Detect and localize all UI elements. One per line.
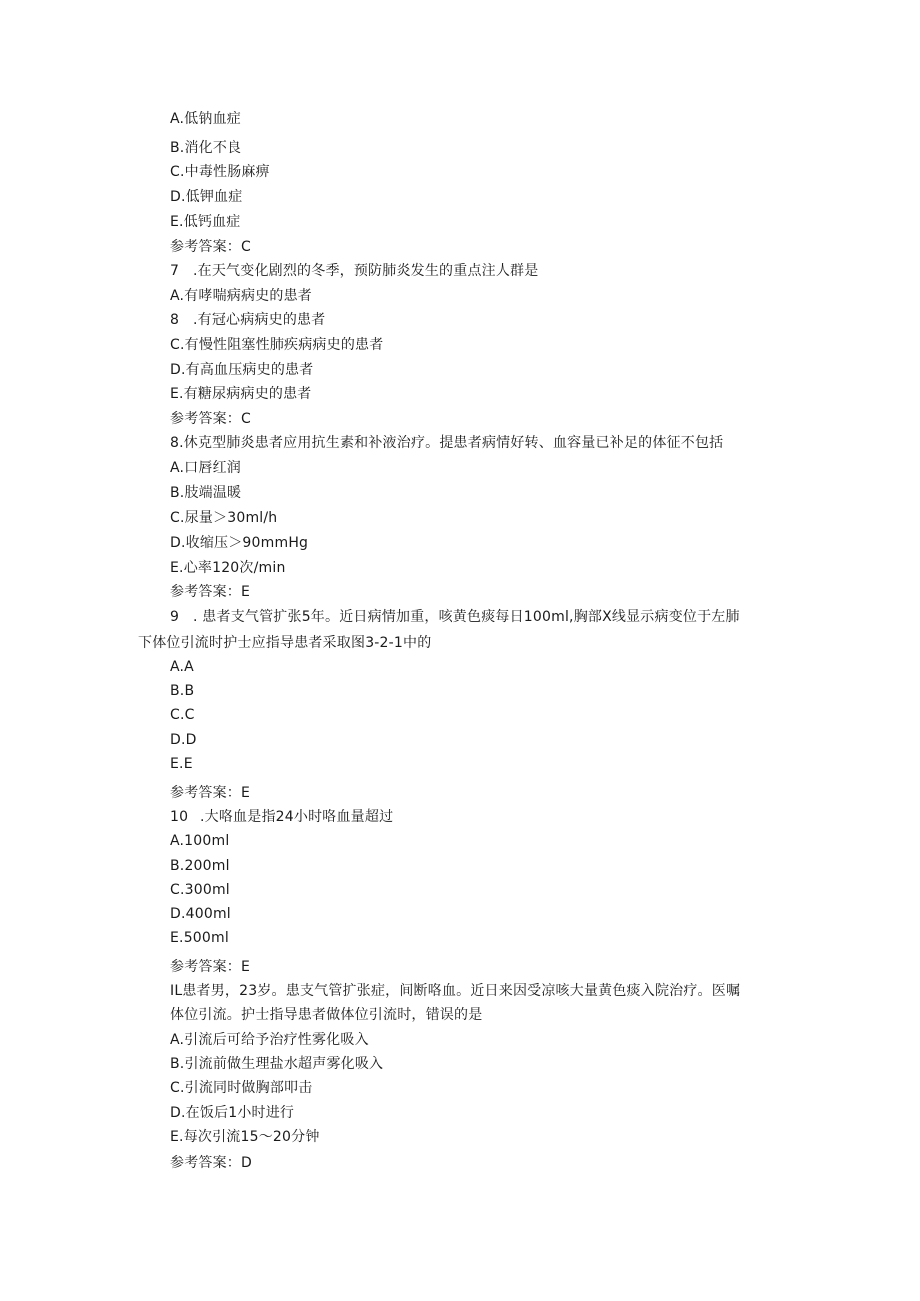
answer: 参考答案：E (170, 959, 251, 975)
answer: 参考答案：E (170, 584, 251, 600)
option-b (170, 311, 325, 329)
option-a: A.100ml (170, 833, 230, 849)
question-text: .在天气变化剧烈的冬季，预防肺炎发生的重点注人群是 (193, 263, 539, 279)
answer: 参考答案：D (170, 1155, 252, 1171)
option-d: D.收缩压＞90mmHg (170, 535, 309, 551)
item-text: .有冠心病病史的患者 (193, 312, 326, 328)
option-e: E.每次引流15～20分钟 (170, 1129, 320, 1145)
option-e: E.心率120次/min (170, 560, 286, 576)
option-b: B.B (170, 683, 195, 699)
answer: 参考答案：C (170, 411, 251, 427)
option-a: A.口唇红润 (170, 460, 241, 476)
option-d: D.低钾血症 (170, 189, 243, 205)
option-e: E.有糖尿病病史的患者 (170, 386, 312, 402)
question-7 (170, 262, 538, 280)
question-text: .大咯血是指24小时咯血量超过 (200, 809, 394, 825)
question-text: . 患者支气管扩张5年。近日病情加重，咳黄色痰每日100ml,胸部X线显示病变位于左肺 (193, 609, 740, 625)
option-b: B.消化不良 (170, 140, 242, 156)
option-c: C.有慢性阻塞性肺疾病病史的患者 (170, 337, 384, 353)
question-10 (170, 808, 393, 826)
option-e: E.低钙血症 (170, 214, 241, 230)
option-b: B.肢端温暖 (170, 485, 242, 501)
option-b: B.引流前做生理盐水超声雾化吸入 (170, 1056, 384, 1072)
option-d: D.400ml (170, 906, 231, 922)
option-c: C.300ml (170, 882, 230, 898)
answer: 参考答案：E (170, 785, 251, 801)
option-b: B.200ml (170, 858, 230, 874)
option-a: A.引流后可给予治疗性雾化吸入 (170, 1032, 369, 1048)
option-c: C.C (170, 707, 195, 723)
question-11-continued: 体位引流。护士指导患者做体位引流时，错误的是 (170, 1007, 483, 1023)
question-11: IL患者男，23岁。患支气管扩张症，间断咯血。近日来因受凉咳大量黄色痰入院治疗。医嘱 (170, 983, 741, 999)
option-d: D.D (170, 732, 197, 748)
question-number: 9 (170, 609, 180, 625)
option-a: A.有哮喘病病史的患者 (170, 288, 312, 304)
option-a: A.A (170, 659, 194, 675)
question-number: 7 (170, 263, 180, 279)
question-number: 10 (170, 809, 189, 825)
option-d: D.在饭后1小时进行 (170, 1105, 295, 1121)
option-e: E.500ml (170, 930, 229, 946)
option-e: E.E (170, 756, 193, 772)
question-8: 8.休克型肺炎患者应用抗生素和补液治疗。提患者病情好转、血容量已补足的体征不包括 (170, 435, 724, 451)
option-c: C.中毒性肠麻痹 (170, 164, 270, 180)
question-9 (170, 608, 740, 626)
question-9-continued: 下体位引流时护士应指导患者采取图3-2-1中的 (138, 635, 432, 651)
answer: 参考答案：C (170, 239, 251, 255)
option-d: D.有高血压病史的患者 (170, 362, 314, 378)
option-c: C.尿量＞30ml/h (170, 510, 278, 526)
option-a: A.低钠血症 (170, 111, 241, 127)
item-number: 8 (170, 312, 180, 328)
option-c: C.引流同时做胸部叩击 (170, 1080, 313, 1096)
